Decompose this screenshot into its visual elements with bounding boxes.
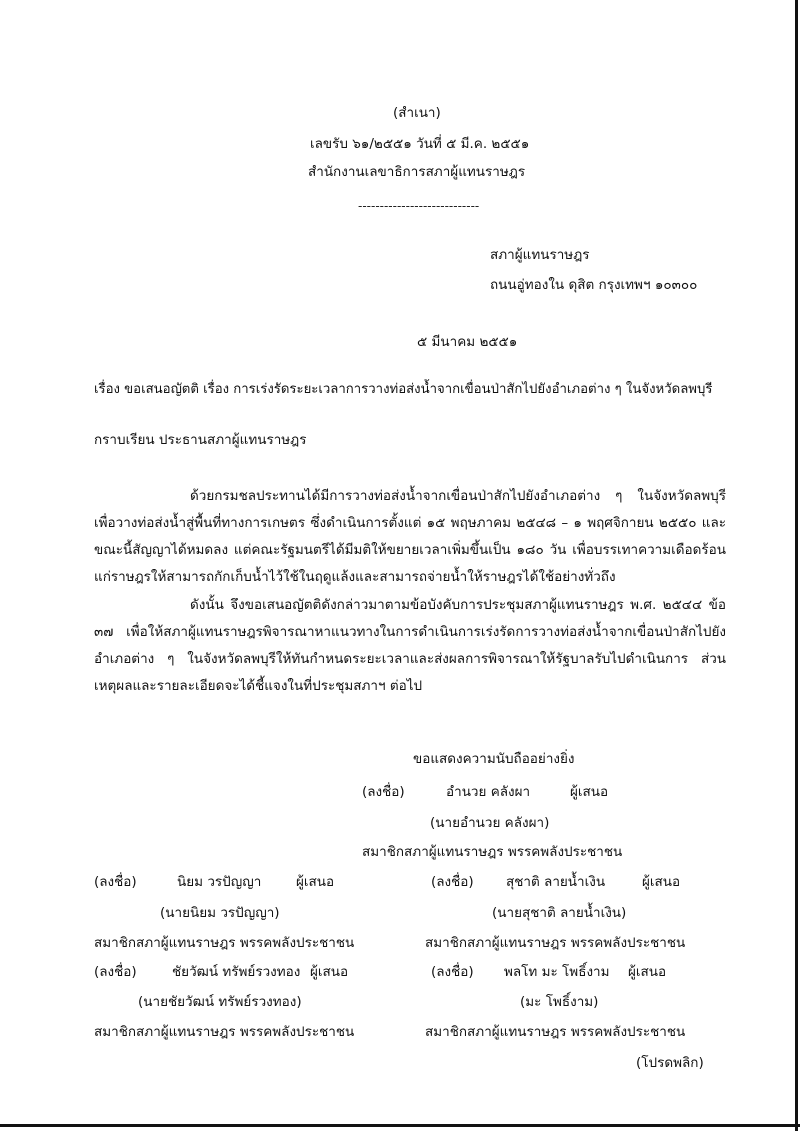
scan-border-bottom bbox=[0, 1124, 800, 1127]
right2-signer-full-name: (มะ โพธิ์งาม) bbox=[520, 994, 599, 1010]
left1-signer-full-name: (นายนิยม วรปัญญา) bbox=[160, 905, 280, 921]
left2-signer-position: สมาชิกสภาผู้แทนราษฎร พรรคพลังประชาชน bbox=[94, 1024, 355, 1040]
receiving-office: สำนักงานเลขาธิการสภาผู้แทนราษฎร bbox=[308, 164, 526, 180]
left2-signer-full-name: (นายชัยวัฒน์ ทรัพย์รวงทอง) bbox=[138, 994, 302, 1010]
sender-address: ถนนอู่ทองใน ดุสิต กรุงเทพฯ ๑๐๓๐๐ bbox=[490, 277, 698, 293]
left2-signer-name: ชัยวัฒน์ ทรัพย์รวงทอง bbox=[172, 964, 301, 980]
letter-date: ๕ มีนาคม ๒๕๕๑ bbox=[417, 334, 518, 350]
right1-sign-label: (ลงชื่อ) bbox=[431, 874, 474, 890]
left1-signer-role: ผู้เสนอ bbox=[296, 874, 335, 890]
left1-sign-label: (ลงชื่อ) bbox=[94, 874, 137, 890]
scan-border-right bbox=[795, 0, 798, 1131]
main-signer-full-name: (นายอำนวย คลังผา) bbox=[430, 815, 550, 831]
main-signer-role: ผู้เสนอ bbox=[570, 784, 609, 800]
right2-signer-role: ผู้เสนอ bbox=[628, 964, 667, 980]
left2-signer-role: ผู้เสนอ bbox=[310, 964, 349, 980]
left2-sign-label: (ลงชื่อ) bbox=[94, 964, 137, 980]
main-signer-name: อำนวย คลังผา bbox=[446, 784, 531, 800]
body-paragraph-2 bbox=[94, 592, 726, 700]
main-signer-position: สมาชิกสภาผู้แทนราษฎร พรรคพลังประชาชน bbox=[362, 844, 623, 860]
right2-signer-name: พลโท มะ โพธิ์งาม bbox=[504, 964, 610, 980]
body-paragraph-1-text: ด้วยกรมชลประทานได้มีการวางท่อส่งน้ำจากเขื่อนป่าสักไปยังอำเภอต่าง ๆ ในจังหวัดลพบุรีเพื่อวางท่อส่งน้ำสู่พื้นที่ทางการเกษตร ซึ่งดำเนินการตั้งแต่ ๑๕ พฤษภาคม ๒๕๔๘ – ๑ พฤศจิกายน ๒๕๕๐ และขณะนี้สัญญาได้หมดลง แต่คณะรัฐมนตรีได้มีมติให้ขยายเวลาเพิ่มขึ้นเป็น ๑๘๐ วัน เพื่อบรรเทาความเดือดร้อนแก่ราษฎรให้สามารถกักเก็บน้ำไว้ใช้ในฤดูแล้งและสามารถจ่ายน้ำให้ราษฎรได้ใช้อย่างทั่วถึง bbox=[94, 488, 726, 585]
left1-signer-name: นิยม วรปัญญา bbox=[177, 874, 262, 890]
right1-signer-full-name: (นายสุชาติ ลายน้ำเงิน) bbox=[492, 905, 627, 921]
please-turn-over: (โปรดพลิก) bbox=[636, 1055, 704, 1071]
right1-signer-role: ผู้เสนอ bbox=[642, 874, 681, 890]
copy-mark: (สำเนา) bbox=[393, 105, 441, 121]
closing-phrase: ขอแสดงความนับถืออย่างยิ่ง bbox=[413, 751, 575, 767]
body-paragraph-1 bbox=[94, 483, 726, 591]
main-sign-label: (ลงชื่อ) bbox=[362, 784, 405, 800]
right1-signer-position: สมาชิกสภาผู้แทนราษฎร พรรคพลังประชาชน bbox=[425, 935, 686, 951]
sender-org: สภาผู้แทนราษฎร bbox=[490, 247, 590, 263]
receipt-line: เลขรับ ๖๑/๒๕๕๑ วันที่ ๕ มี.ค. ๒๕๕๑ bbox=[310, 136, 530, 152]
subject-line: เรื่อง ขอเสนอญัตติ เรื่อง การเร่งรัดระยะเวลาการวางท่อส่งน้ำจากเขื่อนป่าสักไปยังอำเภอต่าง ๆ ในจังหวัดลพบุรี bbox=[94, 382, 713, 397]
body-paragraph-2-text: ดังนั้น จึงขอเสนอญัตติดังกล่าวมาตามข้อบังคับการประชุมสภาผู้แทนราษฎร พ.ศ. ๒๕๔๔ ข้อ ๓๗ เพื่อให้สภาผู้แทนราษฎรพิจารณาหาแนวทางในการดำเนินการเร่งรัดการวางท่อส่งน้ำจากเขื่อนป่าสักไปยังอำเภอต่าง ๆ ในจังหวัดลพบุรีให้ทันกำหนดระยะเวลาและส่งผลการพิจารณาให้รัฐบาลรับไปดำเนินการ ส่วนเหตุผลและรายละเอียดจะได้ชี้แจงในที่ประชุมสภาฯ ต่อไป bbox=[94, 597, 726, 694]
header-separator: ---------------------------- bbox=[358, 199, 480, 213]
left1-signer-position: สมาชิกสภาผู้แทนราษฎร พรรคพลังประชาชน bbox=[94, 935, 355, 951]
right2-signer-position: สมาชิกสภาผู้แทนราษฎร พรรคพลังประชาชน bbox=[425, 1024, 686, 1040]
salutation: กราบเรียน ประธานสภาผู้แทนราษฎร bbox=[94, 432, 307, 448]
right1-signer-name: สุชาติ ลายน้ำเงิน bbox=[506, 874, 606, 890]
right2-sign-label: (ลงชื่อ) bbox=[431, 964, 474, 980]
